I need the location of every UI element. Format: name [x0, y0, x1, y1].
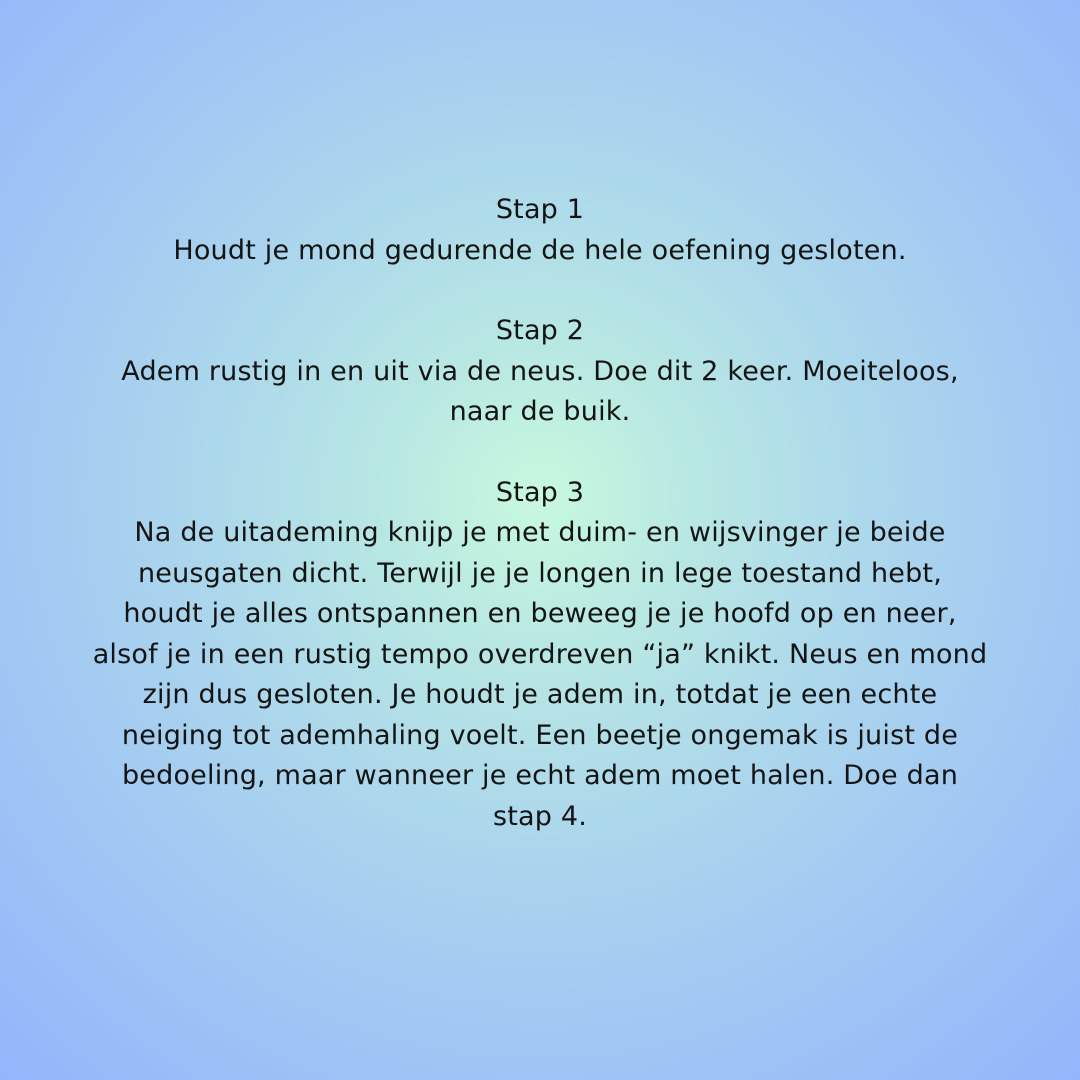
instruction-card	[0, 190, 1080, 877]
step-text: Adem rustig in en uit via de neus. Doe dit 2 keer. Moeiteloos, naar de buik.	[121, 355, 959, 427]
step-3	[0, 473, 1080, 838]
step-2	[0, 311, 1080, 433]
step-text: Na de uitademing knijp je met duim- en wijsvinger je beide neusgaten dicht. Terwijl je je longen in lege toestand hebt, houdt je alles ontspannen en beweeg je je hoofd op en neer, alsof je in een rustig tempo overdreven “ja” knikt. Neus en mond zijn dus gesloten. Je houdt je adem in, totdat je een echte neiging tot ademhaling voelt. Een beetje ongemak is juist de bedoeling, maar wanneer je echt adem moet halen. Doe dan stap 4.	[92, 517, 988, 832]
step-1	[0, 190, 1080, 271]
step-title: Stap 3	[495, 476, 585, 508]
step-title: Stap 1	[495, 194, 585, 225]
step-title: Stap 2	[495, 315, 585, 346]
step-text: Houdt je mond gedurende de hele oefening gesloten.	[173, 234, 907, 266]
